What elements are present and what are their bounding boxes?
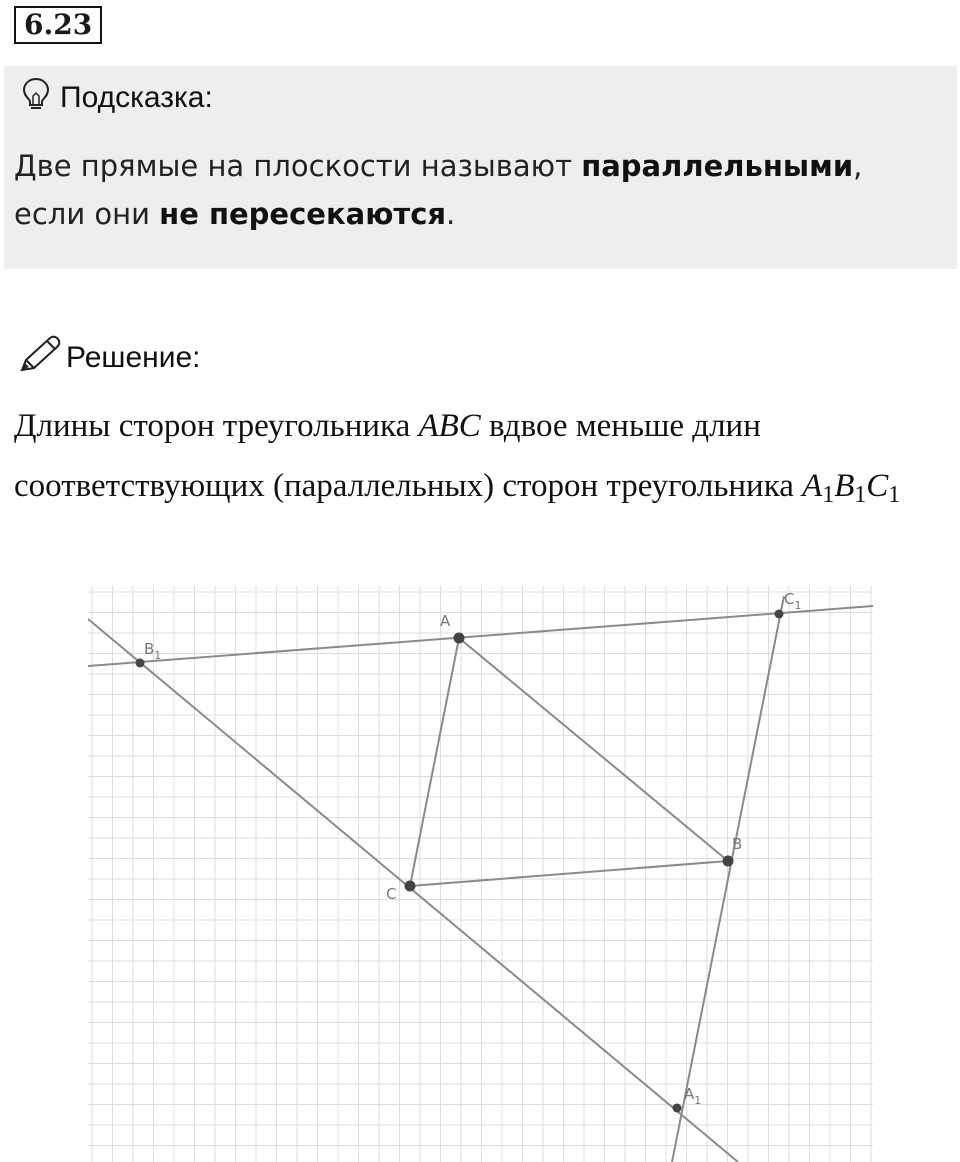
hint-title (22, 78, 213, 118)
hint-text-part: , если они (14, 149, 863, 231)
hint-text (14, 142, 934, 238)
hint-text-part: . (446, 197, 456, 231)
triangle-a1b1c1: $A_1B_1C_1$ (802, 468, 901, 508)
point-a1 (673, 1104, 682, 1113)
solution-text-part: вдвое меньше длин соответствующих (параллельных) сторон треугольника (14, 408, 803, 504)
grid (88, 586, 873, 1162)
hint-box (4, 66, 957, 269)
solution-text-part: Длины сторон треугольника (14, 408, 419, 444)
hint-title-text: Подсказка: (60, 81, 213, 114)
label-a: A (440, 612, 451, 630)
label-c1: $C_1$ (784, 590, 802, 612)
hint-bold-term: не пересекаются (159, 197, 447, 231)
label-b1: $B_1$ (144, 640, 162, 662)
geometry-figure (88, 586, 873, 1162)
side-ca (410, 638, 459, 886)
lightbulb-icon (22, 77, 50, 119)
solution-title (18, 336, 200, 380)
solution-text (14, 396, 944, 516)
point-b (723, 856, 734, 867)
point-b1 (136, 659, 145, 668)
label-c: C (386, 885, 397, 903)
point-c1 (775, 610, 784, 619)
label-b: B (732, 835, 743, 853)
point-a (454, 633, 465, 644)
pencil-icon (18, 334, 62, 382)
label-a1: $A_1$ (684, 1085, 702, 1107)
geometry-svg (88, 586, 873, 1162)
hint-text-part: Две прямые на плоскости называют (14, 149, 582, 183)
side-ab (459, 638, 728, 861)
problem-number: 6.23 (14, 6, 102, 44)
triangle-abc: ABC (418, 408, 481, 444)
solution-title-text: Решение: (66, 341, 201, 374)
point-labels (144, 590, 801, 1107)
side-bc (410, 861, 728, 886)
point-c (405, 881, 416, 892)
hint-bold-term: параллельными (581, 149, 854, 183)
